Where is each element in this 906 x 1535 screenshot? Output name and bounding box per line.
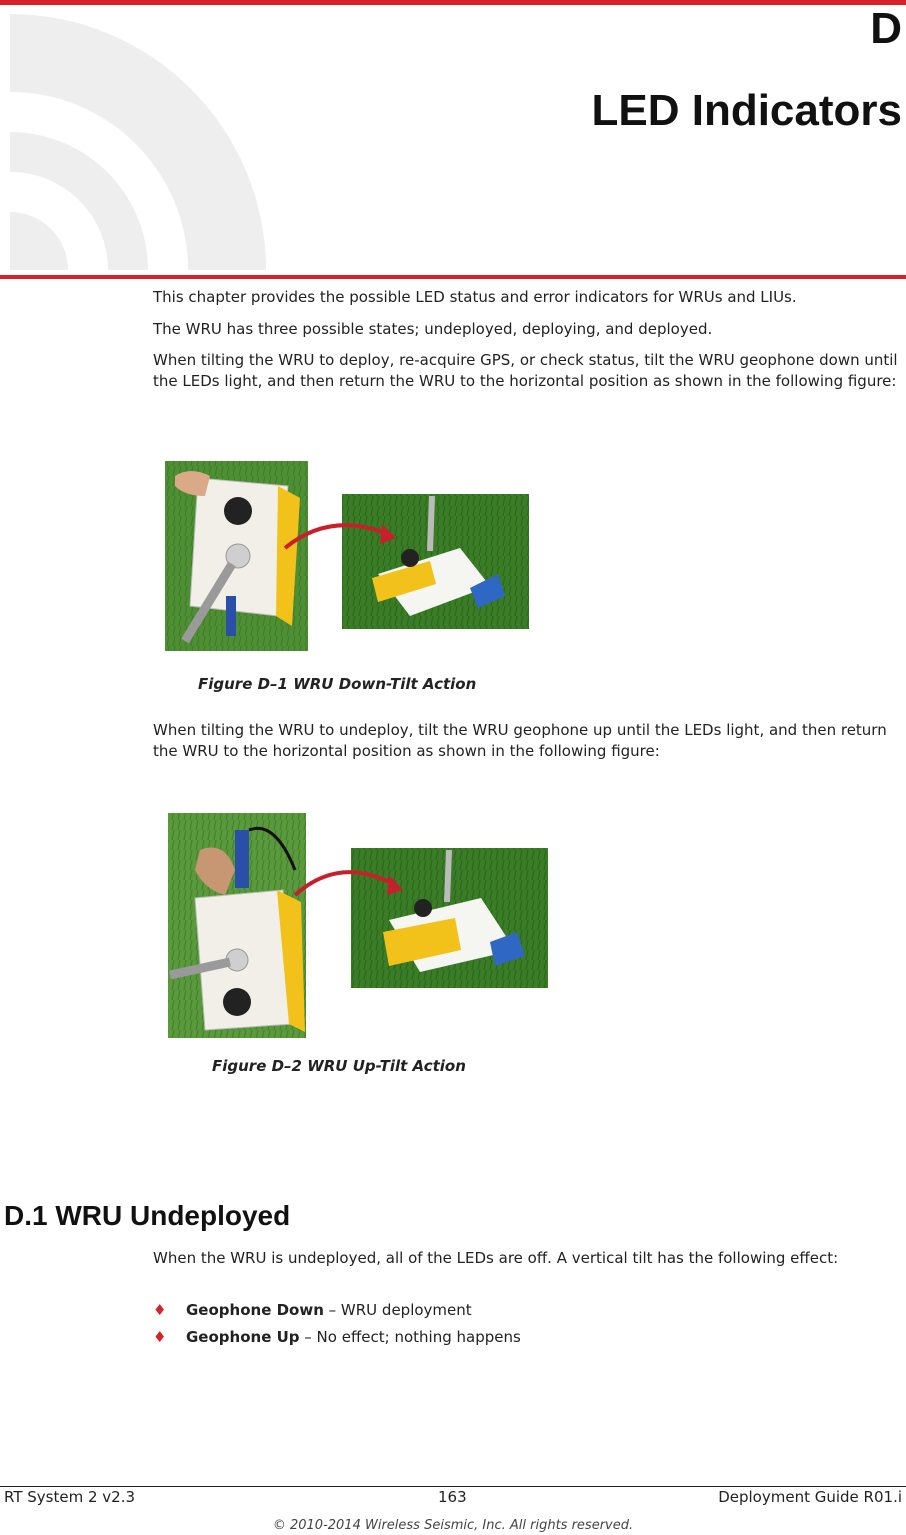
figure-2-caption: Figure D–2 WRU Up-Tilt Action <box>212 1057 466 1075</box>
bullet-text: – No effect; nothing happens <box>299 1328 521 1346</box>
footer-divider <box>0 1486 906 1487</box>
page-number: 163 <box>438 1488 467 1506</box>
copyright-notice: © 2010-2014 Wireless Seismic, Inc. All rights reserved. <box>272 1518 634 1533</box>
bullet-item-geophone-down <box>153 1300 472 1321</box>
intro-paragraph-3: When tilting the WRU to deploy, re-acquire GPS, or check status, tilt the WRU geophone down until the LEDs light, and then return the WRU to the horizontal position as shown in the following figure: <box>153 351 898 390</box>
section-heading: D.1 WRU Undeployed <box>4 1200 291 1231</box>
section-paragraph: When the WRU is undeployed, all of the LEDs are off. A vertical tilt has the following effect: <box>153 1249 839 1267</box>
wireless-waves-watermark <box>0 0 280 272</box>
intro-paragraph-1: This chapter provides the possible LED status and error indicators for WRUs and LIUs. <box>153 288 797 306</box>
footer-product: RT System 2 v2.3 <box>4 1488 136 1506</box>
bullet-term: Geophone Up <box>186 1328 300 1346</box>
chapter-title: LED Indicators <box>591 86 902 135</box>
footer-document: Deployment Guide R01.i <box>718 1488 902 1506</box>
chapter-letter: D <box>870 4 902 53</box>
diamond-bullet-icon: ♦ <box>153 1301 167 1319</box>
figure-1-caption: Figure D–1 WRU Down-Tilt Action <box>198 675 477 693</box>
bullet-item-geophone-up <box>153 1327 521 1348</box>
figure-wru-down-tilt <box>160 456 532 654</box>
bullet-text: – WRU deployment <box>323 1301 472 1319</box>
header-divider <box>0 275 906 279</box>
figure-wru-up-tilt <box>165 810 553 1040</box>
middle-paragraph: When tilting the WRU to undeploy, tilt the WRU geophone up until the LEDs light, and then return the WRU to the horizontal position as shown in the following figure: <box>153 721 887 760</box>
intro-paragraph-2: The WRU has three possible states; undeployed, deploying, and deployed. <box>153 320 713 338</box>
bullet-term: Geophone Down <box>186 1301 324 1319</box>
diamond-bullet-icon: ♦ <box>153 1328 167 1346</box>
